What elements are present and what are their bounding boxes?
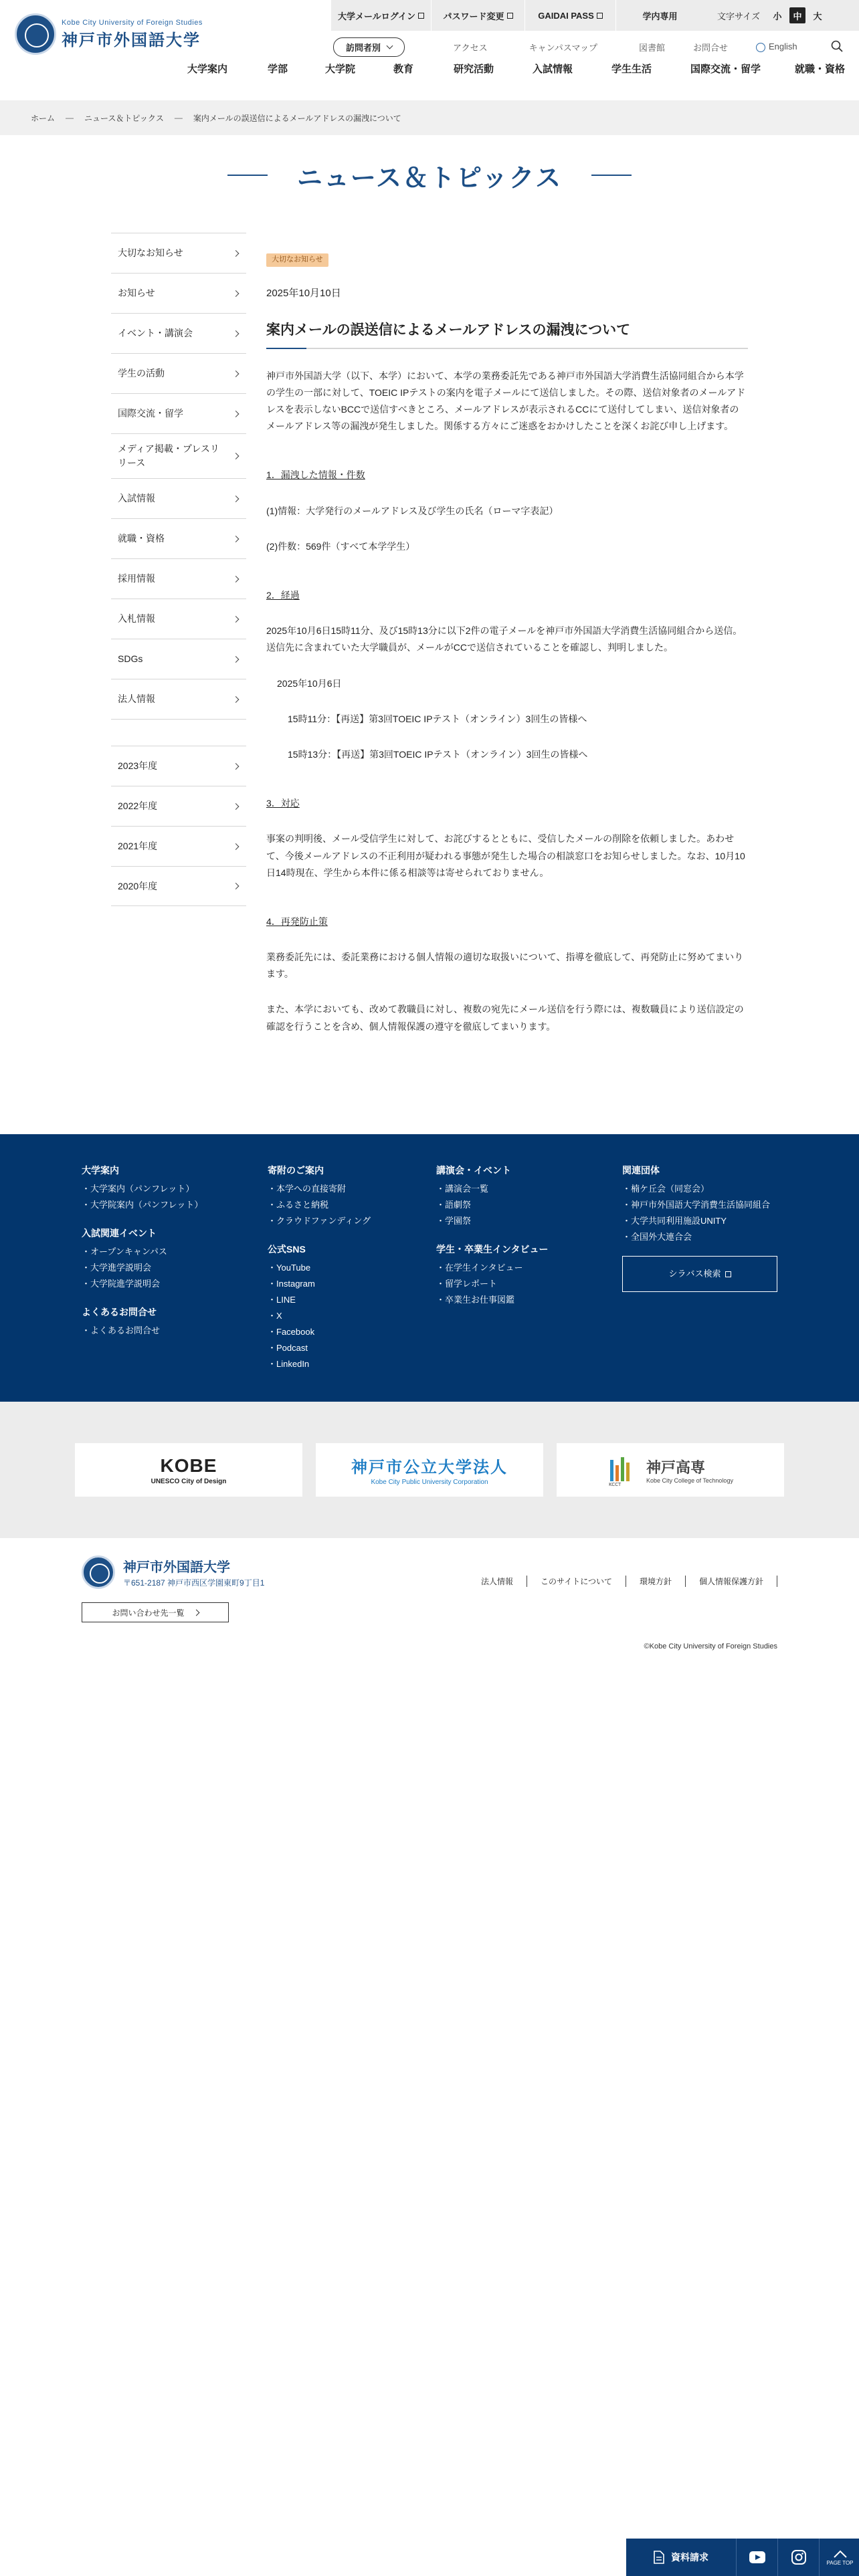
sidebar-item-career[interactable]: 就職・資格 — [111, 518, 246, 558]
gaidai-pass-button[interactable]: GAIDAI PASS — [524, 0, 615, 31]
footer-heading[interactable]: 入試関連イベント — [82, 1227, 157, 1239]
breadcrumb — [0, 100, 859, 135]
leaked-count-detail: (2)件数：569件（すべて本学学生） — [266, 540, 415, 552]
instagram-button[interactable] — [777, 2539, 819, 2576]
footer-link[interactable]: ・Facebook — [268, 1327, 315, 1337]
utility-bar — [330, 0, 704, 31]
kosen-logo-icon — [607, 1453, 641, 1487]
chevron-down-icon — [387, 42, 393, 49]
footer-link[interactable]: ・大学共同利用施設UNITY — [622, 1215, 727, 1226]
syllabus-search-button[interactable]: シラバス検索 — [622, 1256, 777, 1292]
university-emblem-icon — [15, 13, 56, 55]
font-size-large-button[interactable]: 大 — [813, 11, 822, 21]
footer-link[interactable]: ・卒業生お仕事図鑑 — [436, 1295, 515, 1305]
site-logo[interactable] — [15, 13, 203, 55]
footer-address: 〒651-2187 神戸市西区学園東町9丁目1 — [123, 1578, 265, 1588]
breadcrumb-separator: — — [66, 113, 74, 122]
english-link[interactable]: English — [756, 41, 797, 52]
breadcrumb-current: 案内メールの誤送信によるメールアドレスの漏洩について — [193, 113, 401, 123]
prevention-text: 業務委託先には、委託業務における個人情報の適切な取扱いについて、指導を徹底して、再発防止に努めてまいります。 — [266, 952, 744, 980]
chevron-right-icon — [233, 250, 240, 257]
nav-faculty[interactable]: 学部 — [268, 64, 288, 75]
footer-environment-link[interactable]: 環境方針 — [626, 1576, 686, 1587]
sidebar-item-international[interactable]: 国際交流・留学 — [111, 393, 246, 433]
footer-link[interactable]: ・楠ケ丘会（同窓会） — [622, 1183, 710, 1194]
university-emblem-icon — [82, 1555, 115, 1589]
nav-student-life[interactable]: 学生生活 — [611, 64, 652, 75]
sidebar-item-year-2023[interactable]: 2023年度 — [111, 746, 246, 786]
chevron-right-icon — [233, 411, 240, 417]
nav-career[interactable]: 就職・資格 — [795, 64, 846, 75]
partner-banners — [0, 1402, 859, 1538]
footer-link[interactable]: ・LINE — [268, 1295, 296, 1305]
chevron-right-icon — [233, 883, 240, 889]
sidebar-item-admissions[interactable]: 入試情報 — [111, 478, 246, 518]
footer-logo[interactable] — [82, 1555, 264, 1589]
breadcrumb-news[interactable]: ニュース＆トピックス — [84, 113, 164, 123]
footer-corporate-link[interactable]: 法人情報 — [468, 1576, 527, 1587]
external-link-icon — [418, 13, 424, 19]
footer-link[interactable]: ・全国外大連合会 — [622, 1232, 692, 1243]
sidebar-item-recruitment[interactable]: 採用情報 — [111, 558, 246, 599]
unesco-caption: UNESCO City of Design — [151, 1477, 227, 1485]
footer-link[interactable]: ・本学への直接寄附 — [268, 1183, 347, 1194]
article-title: 案内メールの誤送信によるメールアドレスの漏洩について — [266, 322, 631, 338]
footer-policy-links — [468, 1576, 777, 1587]
section-heading-timeline: 2．経過 — [266, 590, 300, 601]
nav-research[interactable]: 研究活動 — [454, 64, 494, 75]
footer-link[interactable]: ・大学院案内（パンフレット） — [82, 1199, 203, 1210]
request-materials-button[interactable]: 資料請求 — [626, 2539, 736, 2576]
chevron-right-icon — [233, 576, 240, 582]
document-icon — [654, 2551, 664, 2564]
contact-link[interactable]: お問合せ — [692, 42, 728, 53]
sidebar-item-year-2020[interactable]: 2020年度 — [111, 866, 246, 906]
footer-link[interactable]: ・ふるさと納税 — [268, 1199, 329, 1210]
footer-column — [622, 1162, 777, 1292]
logo-japanese-name: 神戸市外国語大学 — [62, 29, 201, 49]
section-heading-prevention: 4．再発防止策 — [266, 916, 328, 927]
instagram-icon — [791, 2550, 806, 2565]
response-text: 事案の判明後、メール受信学生に対して、お詫びするとともに、受信したメールの削除を依頼しました。あわせて、今後メールアドレスの不正利用が疑われる事態が発生した場合の相談窓口をお知らせしました。なお、10月10日14時現在、学生から本件に係る相談等は寄せられておりません。 — [266, 833, 745, 878]
kobe-logo-text: KOBE — [160, 1455, 217, 1476]
sidebar-item-corporate[interactable]: 法人情報 — [111, 679, 246, 719]
article-intro: 神戸市外国語大学（以下、本学）において、本学の業務委託先である神戸市外国語大学消費生活協同組合から本学の学生の一部に対して、TOEIC IPテストの案内を電子メールにて送信しました。その際、送信対象者のメールアドレスを表示しないBCCで送信すべきところ、メールアドレスが表示されるCCにて送付してしまい、送信対象者のメールアドレス等の漏洩が発生しました。関係する方々にご迷惑をおかけしたことを深くお詫び申し上げます。 — [266, 370, 746, 432]
globe-icon — [756, 43, 765, 52]
footer-link-section — [0, 1134, 859, 1402]
library-link[interactable]: 図書館 — [638, 42, 665, 53]
footer-link[interactable]: ・Podcast — [268, 1343, 308, 1354]
footer-privacy-link[interactable]: 個人情報保護方針 — [686, 1576, 777, 1587]
footer-link[interactable]: ・LinkedIn — [268, 1359, 310, 1370]
chevron-right-icon — [233, 616, 240, 623]
footer-link[interactable]: ・大学案内（パンフレット） — [82, 1183, 195, 1194]
sidebar-item-bidding[interactable]: 入札情報 — [111, 599, 246, 639]
nav-admissions[interactable]: 入試情報 — [533, 64, 573, 75]
footer-link[interactable]: ・講演会一覧 — [436, 1183, 489, 1194]
footer-heading[interactable]: 大学案内 — [82, 1165, 119, 1176]
sidebar-item-year-2021[interactable]: 2021年度 — [111, 826, 246, 866]
kobe-kosen-banner[interactable] — [557, 1443, 784, 1497]
title-underline — [266, 348, 748, 349]
chevron-right-icon — [233, 656, 240, 663]
section-heading-response: 3．対応 — [266, 798, 300, 809]
font-size-small-button[interactable]: 小 — [773, 11, 782, 21]
leaked-info-detail: (1)情報：大学発行のメールアドレス及び学生の氏名（ローマ字表記） — [266, 505, 559, 516]
footer-link[interactable]: ・大学進学説明会 — [82, 1262, 152, 1273]
visitor-dropdown[interactable]: 訪問者別 — [333, 37, 405, 57]
category-badge: 大切なお知らせ — [266, 253, 328, 267]
page-title: ニュース＆トピックス — [296, 164, 563, 193]
font-size-label: 文字サイズ — [717, 11, 760, 21]
youtube-icon — [749, 2551, 765, 2563]
nav-education[interactable]: 教育 — [393, 64, 414, 75]
external-link-icon — [507, 13, 513, 19]
footer-heading[interactable]: 講演会・イベント — [436, 1165, 511, 1176]
access-link[interactable]: アクセス — [453, 42, 488, 53]
nav-international[interactable]: 国際交流・留学 — [690, 64, 761, 75]
footer-column — [82, 1162, 203, 1339]
footer-link[interactable]: ・オープンキャンパス — [82, 1246, 167, 1257]
news-article — [266, 250, 748, 1035]
chevron-right-icon — [233, 330, 240, 337]
page-top-label: PAGE TOP — [826, 2559, 854, 2566]
chevron-up-icon — [833, 2549, 848, 2559]
footer-link[interactable]: ・神戸市外国語大学消費生活協同組合 — [622, 1199, 771, 1210]
footer-about-site-link[interactable]: このサイトについて — [527, 1576, 626, 1587]
external-link-icon — [597, 13, 603, 19]
footer-link[interactable]: ・YouTube — [268, 1262, 311, 1273]
footer-link[interactable]: ・留学レポート — [436, 1278, 498, 1289]
footer-heading[interactable]: 寄附のご案内 — [268, 1165, 324, 1176]
footer-link[interactable]: ・クラウドファンディング — [268, 1215, 371, 1226]
nav-about[interactable]: 大学案内 — [187, 64, 228, 75]
site-footer — [0, 1538, 859, 1672]
breadcrumb-separator: — — [174, 113, 183, 122]
corporation-english-name: Kobe City Public University Corporation — [371, 1479, 488, 1486]
nav-graduate[interactable]: 大学院 — [325, 64, 356, 75]
sidebar-item-important[interactable]: 大切なお知らせ — [111, 233, 246, 273]
external-link-icon — [725, 1271, 731, 1277]
footer-link[interactable]: ・Instagram — [268, 1278, 315, 1289]
site-header — [0, 0, 859, 88]
footer-link[interactable]: ・学園祭 — [436, 1215, 472, 1226]
chevron-right-icon — [233, 696, 240, 703]
sidebar-divider — [111, 719, 246, 746]
kosen-english-name: Kobe City College of Technology — [646, 1477, 733, 1484]
page-title-section — [0, 155, 859, 195]
chevron-right-icon — [233, 843, 240, 850]
sidebar-item-student-activities[interactable]: 学生の活動 — [111, 353, 246, 393]
chevron-right-icon — [233, 496, 240, 502]
footer-heading[interactable]: 公式SNS — [268, 1244, 306, 1255]
public-university-corporation-banner[interactable] — [316, 1443, 543, 1497]
contact-list-button[interactable]: お問い合わせ先一覧 — [82, 1602, 229, 1622]
chevron-right-icon — [233, 536, 240, 542]
timeline-item: 15時11分：【再送】第3回TOEIC IPテスト（オンライン）3回生の皆様へ — [288, 713, 587, 724]
title-decoration-line — [227, 175, 268, 176]
sidebar-item-year-2022[interactable]: 2022年度 — [111, 786, 246, 826]
chevron-right-icon — [193, 1609, 199, 1616]
kosen-mark-label: KCCT — [609, 1482, 622, 1487]
kosen-name: 神戸高専 — [646, 1459, 706, 1476]
search-icon[interactable] — [831, 40, 843, 52]
article-date: 2025年10月10日 — [266, 288, 341, 300]
footer-link[interactable]: ・X — [268, 1311, 282, 1321]
timeline-text: 2025年10月6日15時11分、及び15時13分に以下2件の電子メールを神戸市外国語大学消費生活協同組合から送信。送信先に含まれていた大学職員が、メールがCCで送信されていることを確認し、判明しました。 — [266, 625, 743, 653]
chevron-right-icon — [233, 803, 240, 810]
sidebar-item-sdgs[interactable]: SDGs — [111, 639, 246, 679]
youtube-button[interactable] — [736, 2539, 777, 2576]
chevron-right-icon — [233, 763, 240, 770]
chevron-right-icon — [233, 290, 240, 297]
sidebar-item-media[interactable]: メディア掲載・プレスリリース — [111, 433, 246, 478]
font-size-medium-button[interactable]: 中 — [789, 7, 805, 23]
corporation-name: 神戸市公立大学法人 — [351, 1459, 508, 1477]
chevron-right-icon — [233, 453, 240, 459]
campus-map-link[interactable]: キャンパスマップ — [529, 42, 597, 53]
footer-university-name: 神戸市外国語大学 — [123, 1559, 230, 1575]
footer-link[interactable]: ・語劇祭 — [436, 1199, 472, 1210]
footer-column — [436, 1162, 548, 1308]
footer-heading[interactable]: 関連団体 — [622, 1165, 660, 1176]
sidebar-item-events[interactable]: イベント・講演会 — [111, 313, 246, 353]
logo-english-name: Kobe City University of Foreign Studies — [62, 18, 203, 27]
timeline-date: 2025年10月6日 — [277, 677, 342, 689]
footer-link[interactable]: ・大学院進学説明会 — [82, 1278, 161, 1289]
prevention-text: また、本学においても、改めて教職員に対し、複数の宛先にメール送信を行う際には、複数職員により送信設定の確認を行うことを含め、個人情報保護の遵守を徹底してまいります。 — [266, 1004, 744, 1032]
footer-heading[interactable]: 学生・卒業生インタビュー — [436, 1244, 549, 1255]
section-heading-leaked-info: 1．漏洩した情報・件数 — [266, 469, 365, 481]
page-top-button[interactable] — [819, 2539, 859, 2576]
breadcrumb-home[interactable]: ホーム — [31, 113, 56, 123]
internal-only-button[interactable]: 学内専用 — [615, 0, 704, 31]
password-change-button[interactable]: パスワード変更 — [431, 0, 524, 31]
sidebar-item-notices[interactable]: お知らせ — [111, 273, 246, 313]
timeline-item: 15時13分：【再送】第3回TOEIC IPテスト（オンライン）3回生の皆様へ — [288, 748, 588, 760]
footer-column — [268, 1162, 371, 1372]
footer-heading[interactable]: よくあるお問合せ — [82, 1307, 157, 1318]
copyright: ©Kobe City University of Foreign Studies — [644, 1642, 777, 1650]
category-sidebar — [111, 233, 246, 906]
mail-login-button[interactable]: 大学メールログイン — [330, 0, 431, 31]
title-decoration-line — [591, 175, 632, 176]
footer-link[interactable]: ・よくあるお問合せ — [82, 1325, 161, 1335]
chevron-right-icon — [233, 370, 240, 377]
kobe-unesco-banner[interactable] — [75, 1443, 302, 1497]
footer-link[interactable]: ・在学生インタビュー — [436, 1262, 523, 1273]
floating-action-bar — [626, 2539, 859, 2576]
font-size-switcher — [704, 0, 859, 31]
sub-navigation — [333, 37, 797, 56]
